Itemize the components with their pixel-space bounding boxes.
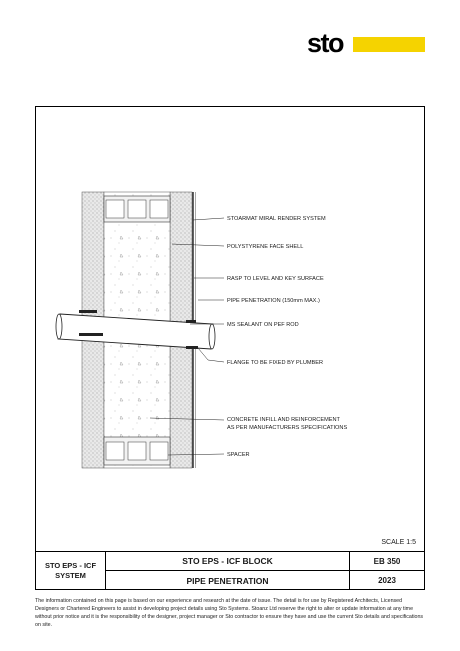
detail-title: STO EPS - ICF BLOCK	[106, 552, 350, 571]
detail-code: EB 350	[350, 552, 424, 571]
label-pipe: PIPE PENETRATION (150mm MAX.)	[227, 298, 320, 304]
logo-text: sto	[307, 28, 343, 58]
label-flange: FLANGE TO BE FIXED BY PLUMBER	[227, 360, 324, 366]
system-line-2: SYSTEM	[55, 571, 86, 580]
system-name	[36, 552, 106, 590]
disclaimer-text: The information contained on this page is based on our experience and research at the date of issue. The detail is for use by Registered Architects, Licensed Designers or Chartered Engineers to assist in developing project details using Sto Systems. Stoanz Ltd reserve the right to alter or update information at any time without prior notice and it is the responsibility of the designer, project manager or Sto contractor to ensure they have and use the current Sto details and specifications on site.	[35, 598, 424, 628]
system-line-1: STO EPS - ICF	[44, 561, 97, 570]
label-concrete-2: AS PER MANUFACTURERS SPECIFICATIONS	[227, 425, 348, 431]
detail-subtitle: PIPE PENETRATION	[106, 571, 350, 590]
label-face-shell: POLYSTYRENE FACE SHELL	[227, 244, 304, 250]
label-sealant: MS SEALANT ON PEF ROD	[227, 322, 299, 328]
label-concrete-1: CONCRETE INFILL AND REINFORCEMENT	[227, 417, 340, 423]
label-rasp: RASP TO LEVEL AND KEY SURFACE	[227, 276, 324, 282]
label-render-system: STOARMAT MIRAL RENDER SYSTEM	[227, 216, 326, 222]
scale-label: SCALE 1:5	[381, 539, 416, 546]
drawing-frame	[35, 106, 425, 590]
title-block	[36, 551, 424, 590]
detail-year: 2023	[378, 576, 396, 585]
label-spacer: SPACER	[227, 452, 250, 458]
